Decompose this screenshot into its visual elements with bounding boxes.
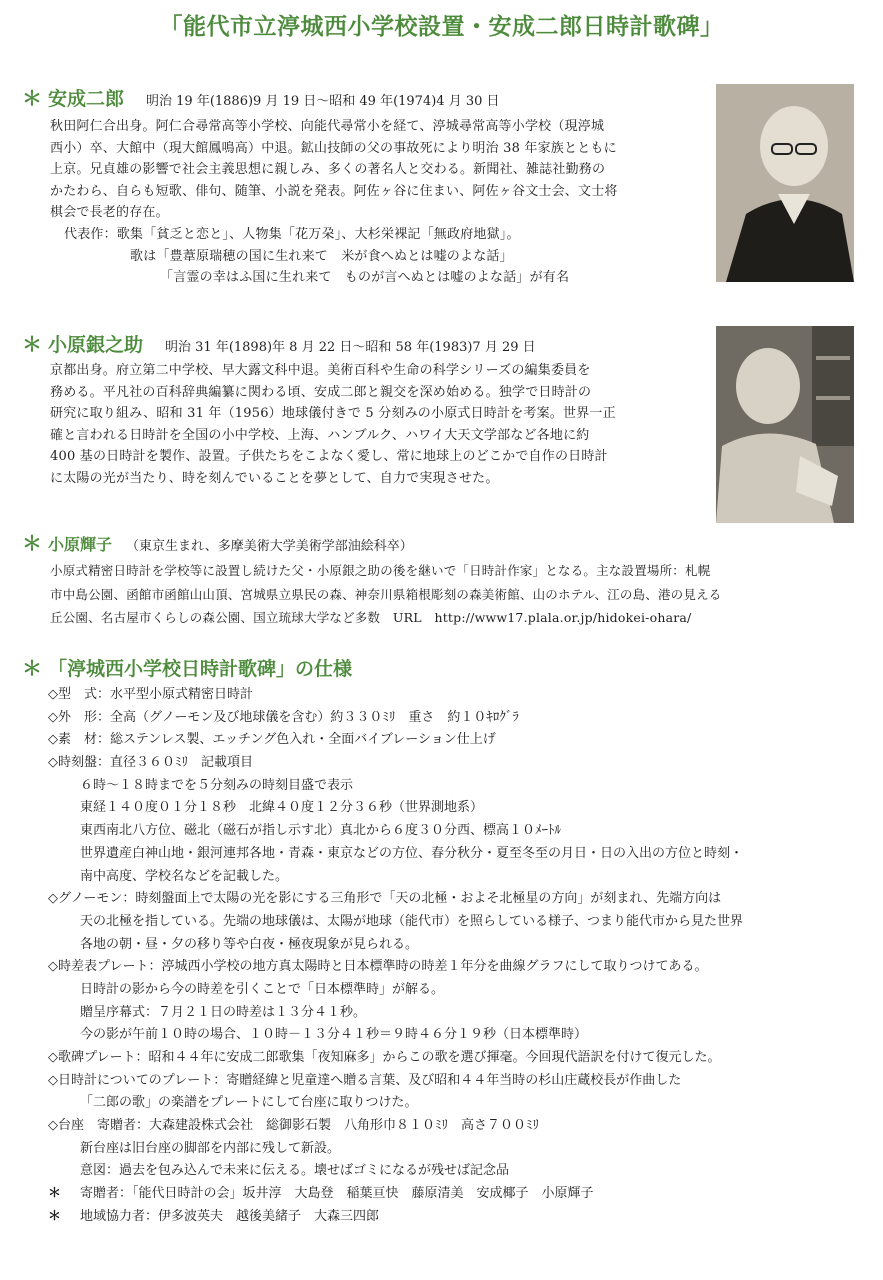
spec-line: ◇歌碑プレート：昭和４４年に安成二郎歌集「夜知麻多」からこの歌を選び揮毫。今回現代語訳を付けて復元した。 — [48, 1050, 721, 1065]
spec-line — [48, 1183, 743, 1206]
works-line: 歌は「豊葦原瑞穂の国に生れ来て 米が食へぬとは嘘のよな話」 — [130, 248, 513, 264]
text-line: 棋会で長老的存在。 — [50, 205, 169, 221]
asterisk-icon: ＊ — [22, 86, 42, 110]
spec-line: 新台座は旧台座の脚部を内部に残して新設。 — [80, 1140, 341, 1156]
section-heading-ohara-teruko — [22, 527, 413, 556]
spec-line: 南中高度、学校名などを記載した。 — [80, 868, 289, 884]
spec-line: ◇日時計についてのプレート：寄贈経緯と児童達へ贈る言葉、及び昭和４４年当時の杉山庄蔵校長が作曲した — [48, 1072, 682, 1088]
portrait-photo-yasunari — [716, 84, 854, 282]
section-heading-ohara-ginnosuke — [22, 328, 536, 357]
spec-line: ◇台座 寄贈者：大森建設株式会社 総御影石製 八角形巾８１０ﾐﾘ 高さ７００ﾐﾘ — [48, 1118, 539, 1134]
donors-text: 寄贈者：「能代日時計の会」坂井淳 大島登 稲葉亘快 藤原清美 安成椰子 小原輝子 — [80, 1186, 594, 1202]
text-line: かたわら、自らも短歌、俳句、随筆、小説を発表。阿佐ヶ谷に住まい、阿佐ヶ谷文士会、文士将 — [50, 183, 618, 199]
spec-heading: 「渟城西小学校日時計歌碑」の仕様 — [48, 658, 353, 680]
spec-list — [48, 684, 743, 1229]
section-heading-yasunari — [22, 82, 500, 111]
biography-ohara-teruko — [50, 559, 721, 630]
text-line: 務める。平凡社の百科辞典編纂に関わる頃、安成二郎と親交を深め始める。独学で日時計の — [50, 384, 592, 400]
spec-line: 東経１４０度０１分１８秒 北緯４０度１２分３６秒（世界測地系） — [80, 800, 484, 816]
spec-line: ◇グノーモン：時刻盤面上で太陽の光を影にする三角形で「天の北極・およそ北極星の方向」が刻まれ、先端方向は — [48, 891, 722, 907]
person-name: 小原銀之助 — [48, 334, 144, 356]
spec-line: 各地の朝・昼・夕の移り等や白夜・極夜現象が見られる。 — [80, 936, 419, 952]
portrait-photo-ohara-ginnosuke — [716, 326, 854, 523]
spec-line: 日時計の影から今の時差を引くことで「日本標準時」が解る。 — [80, 981, 445, 997]
biography-yasunari — [50, 116, 618, 289]
spec-line: 天の北極を指している。先端の地球儀は、太陽が地球（能代市）を照らしている様子、つまり能代市から見た世界 — [80, 913, 744, 929]
spec-line — [48, 1206, 743, 1229]
page-title: 「能代市立渟城西小学校設置・安成二郎日時計歌碑」 — [159, 13, 724, 40]
text-line: 京都出身。府立第二中学校、早大露文科中退。美術百科や生命の科学シリーズの編集委員を — [50, 363, 591, 378]
spec-line: 贈呈序幕式：７月２１日の時差は１３分４１秒。 — [80, 1004, 367, 1020]
spec-line: ◇外 形：全高（グノーモン及び地球儀を含む）約３３０ﾐﾘ 重さ 約１０ｷﾛｸﾞﾗ — [48, 709, 519, 725]
text-line: 市中島公園、函館市函館山山頂、宮城県立県民の森、神奈川県箱根彫刻の森美術館、山のホテル、江の島、港の見える — [50, 586, 722, 602]
cooperators-text: 地域協力者：伊多波英夫 越後美緒子 大森三四郎 — [80, 1208, 380, 1224]
person-dates: （東京生まれ、多摩美術大学美術学部油絵科卒） — [126, 539, 413, 554]
asterisk-icon: ＊ — [22, 531, 42, 555]
text-line: 丘公園、名古屋市くらしの森公園、国立琉球大学など多数 URL http://www17.plala.or.jp/hidokei-ohara/ — [50, 610, 692, 625]
biography-ohara-ginnosuke — [50, 360, 616, 490]
works-line: 「言霊の幸はふ国に生れ来て ものが言へぬとは嘘のよな話」が有名 — [160, 270, 570, 286]
spec-line: 「二郎の歌」の楽譜をプレートにして台座に取りつけた。 — [80, 1095, 418, 1111]
works-line: 代表作：歌集「貧乏と恋と」、人物集「花万朶」、大杉栄裸記「無政府地獄」。 — [64, 226, 520, 242]
spec-line: ◇時刻盤：直径３６０ﾐﾘ 記載項目 — [48, 755, 253, 771]
section-heading-spec — [22, 652, 374, 681]
asterisk-icon: ＊ — [22, 332, 42, 356]
spec-line: 東西南北八方位、磁北（磁石が指し示す北）真北から６度３０分西、標高１０ﾒｰﾄﾙ — [80, 823, 562, 839]
text-line: 小原式精密日時計を学校等に設置し続けた父・小原銀之助の後を継いで「日時計作家」となる。主な設置場所：札幌 — [50, 563, 711, 578]
asterisk-icon: ＊ — [22, 656, 42, 680]
person-name: 安成二郎 — [48, 88, 125, 110]
text-line: 400 基の日時計を製作、設置。子供たちをこよなく愛し、常に地球上のどこかで自作の日時計 — [50, 449, 608, 465]
text-line: 研究に取り組み、昭和 31 年（1956）地球儀付きで 5 分刻みの小原式日時計を考案。世界一正 — [50, 406, 616, 422]
person-name: 小原輝子 — [48, 535, 113, 554]
spec-line: ◇時差表プレート：渟城西小学校の地方真太陽時と日本標準時の時差１年分を曲線グラフにして取りつけてある。 — [48, 959, 708, 975]
person-dates: 明治 31 年(1898)年 8 月 22 日～昭和 58 年(1983)7 月 29 日 — [165, 340, 536, 355]
spec-line: 今の影が午前１０時の場合、１０時－１３分４１秒＝９時４６分１９秒（日本標準時） — [80, 1027, 588, 1043]
spec-line: 世界遺産白神山地・銀河連邦各地・青森・東京などの方位、春分秋分・夏至冬至の月日・日の入出の方位と時刻・ — [80, 845, 744, 861]
text-line: 秋田阿仁合出身。阿仁合尋常高等小学校、向能代尋常小を経て、渟城尋常高等小学校（現渟城 — [50, 119, 605, 134]
spec-line: 意図：過去を包み込んで未来に伝える。壊せばゴミになるが残せば記念品 — [80, 1163, 510, 1179]
asterisk-icon: ＊ — [48, 1208, 62, 1224]
spec-line: ◇型 式：水平型小原式精密日時計 — [48, 687, 253, 702]
spec-line: ６時～１８時までを５分刻みの時刻目盛で表示 — [80, 777, 354, 793]
spec-line: ◇素 材：総ステンレス製、エッチング色入れ・全面バイブレーション仕上げ — [48, 732, 496, 748]
portrait-photo-yasunari-image — [716, 84, 854, 282]
text-line: 上京。兄貞雄の影響で社会主義思想に親しみ、多くの著名人と交わる。新聞社、雑誌社勤務の — [50, 162, 606, 178]
text-line: 確と言われる日時計を全国の小中学校、上海、ハンブルク、ハワイ大天文学部など各地に約 — [50, 427, 590, 443]
text-line: 西小）卒、大館中（現大館鳳鳴高）中退。鉱山技師の父の事故死により明治 38 年家族とともに — [50, 140, 617, 156]
text-line: に太陽の光が当たり、時を刻んでいることを夢として、自力で実現させた。 — [50, 470, 499, 486]
person-dates: 明治 19 年(1886)9 月 19 日～昭和 49 年(1974)4 月 30 日 — [146, 94, 500, 109]
portrait-photo-ohara-ginnosuke-image — [716, 326, 854, 523]
asterisk-icon: ＊ — [48, 1186, 62, 1202]
